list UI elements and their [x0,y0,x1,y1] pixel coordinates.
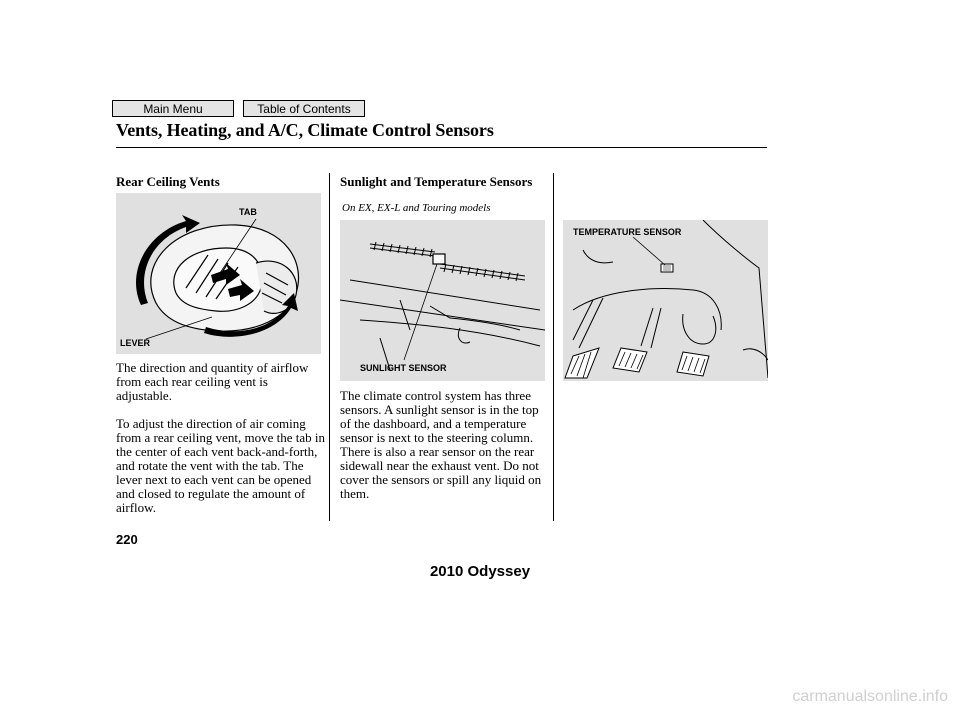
table-of-contents-button[interactable]: Table of Contents [243,100,365,117]
page-title: Vents, Heating, and A/C, Climate Control Sensors [116,120,494,140]
temperature-sensor-callout: TEMPERATURE SENSOR [573,227,682,237]
sunlight-sensor-illustration [340,220,545,381]
column-divider [553,173,554,521]
main-menu-button[interactable]: Main Menu [112,100,234,117]
lever-callout: LEVER [120,338,151,348]
tab-callout: TAB [239,207,257,217]
temperature-sensor-illustration [563,220,768,381]
dashboard-drawing [340,220,545,381]
adjust-direction-paragraph: To adjust the direction of air coming from a rear ceiling vent, move the tab in the center of each vent back-and-forth, and rotate the vent with the tab. The lever next to each vent can be opened and closed to regulate the amount of airflow. [116,416,326,515]
airflow-direction-paragraph: The direction and quantity of airflow from each rear ceiling vent is adjustable. [116,360,309,403]
sensors-heading: Sunlight and Temperature Sensors [340,174,533,189]
rear-vent-drawing [116,193,321,354]
sunlight-sensor-callout: SUNLIGHT SENSOR [360,363,447,373]
models-note: On EX, EX-L and Touring models [342,202,491,214]
column-divider [329,173,330,521]
watermark: carmanualsonline.info [792,688,948,705]
rear-vents-heading: Rear Ceiling Vents [116,174,220,189]
title-rule [116,147,767,148]
page-number: 220 [116,532,138,547]
footwell-drawing [563,220,768,381]
footer-model: 2010 Odyssey [429,563,531,580]
climate-sensors-paragraph: The climate control system has three sensors. A sunlight sensor is in the top of the dashboard, and a temperature sensor is next to the steering column. There is also a rear sensor on the rear sidewall near the exhaust vent. Do not cover the sensors or spill any liquid on them. [340,388,542,501]
rear-vent-illustration [116,193,321,354]
